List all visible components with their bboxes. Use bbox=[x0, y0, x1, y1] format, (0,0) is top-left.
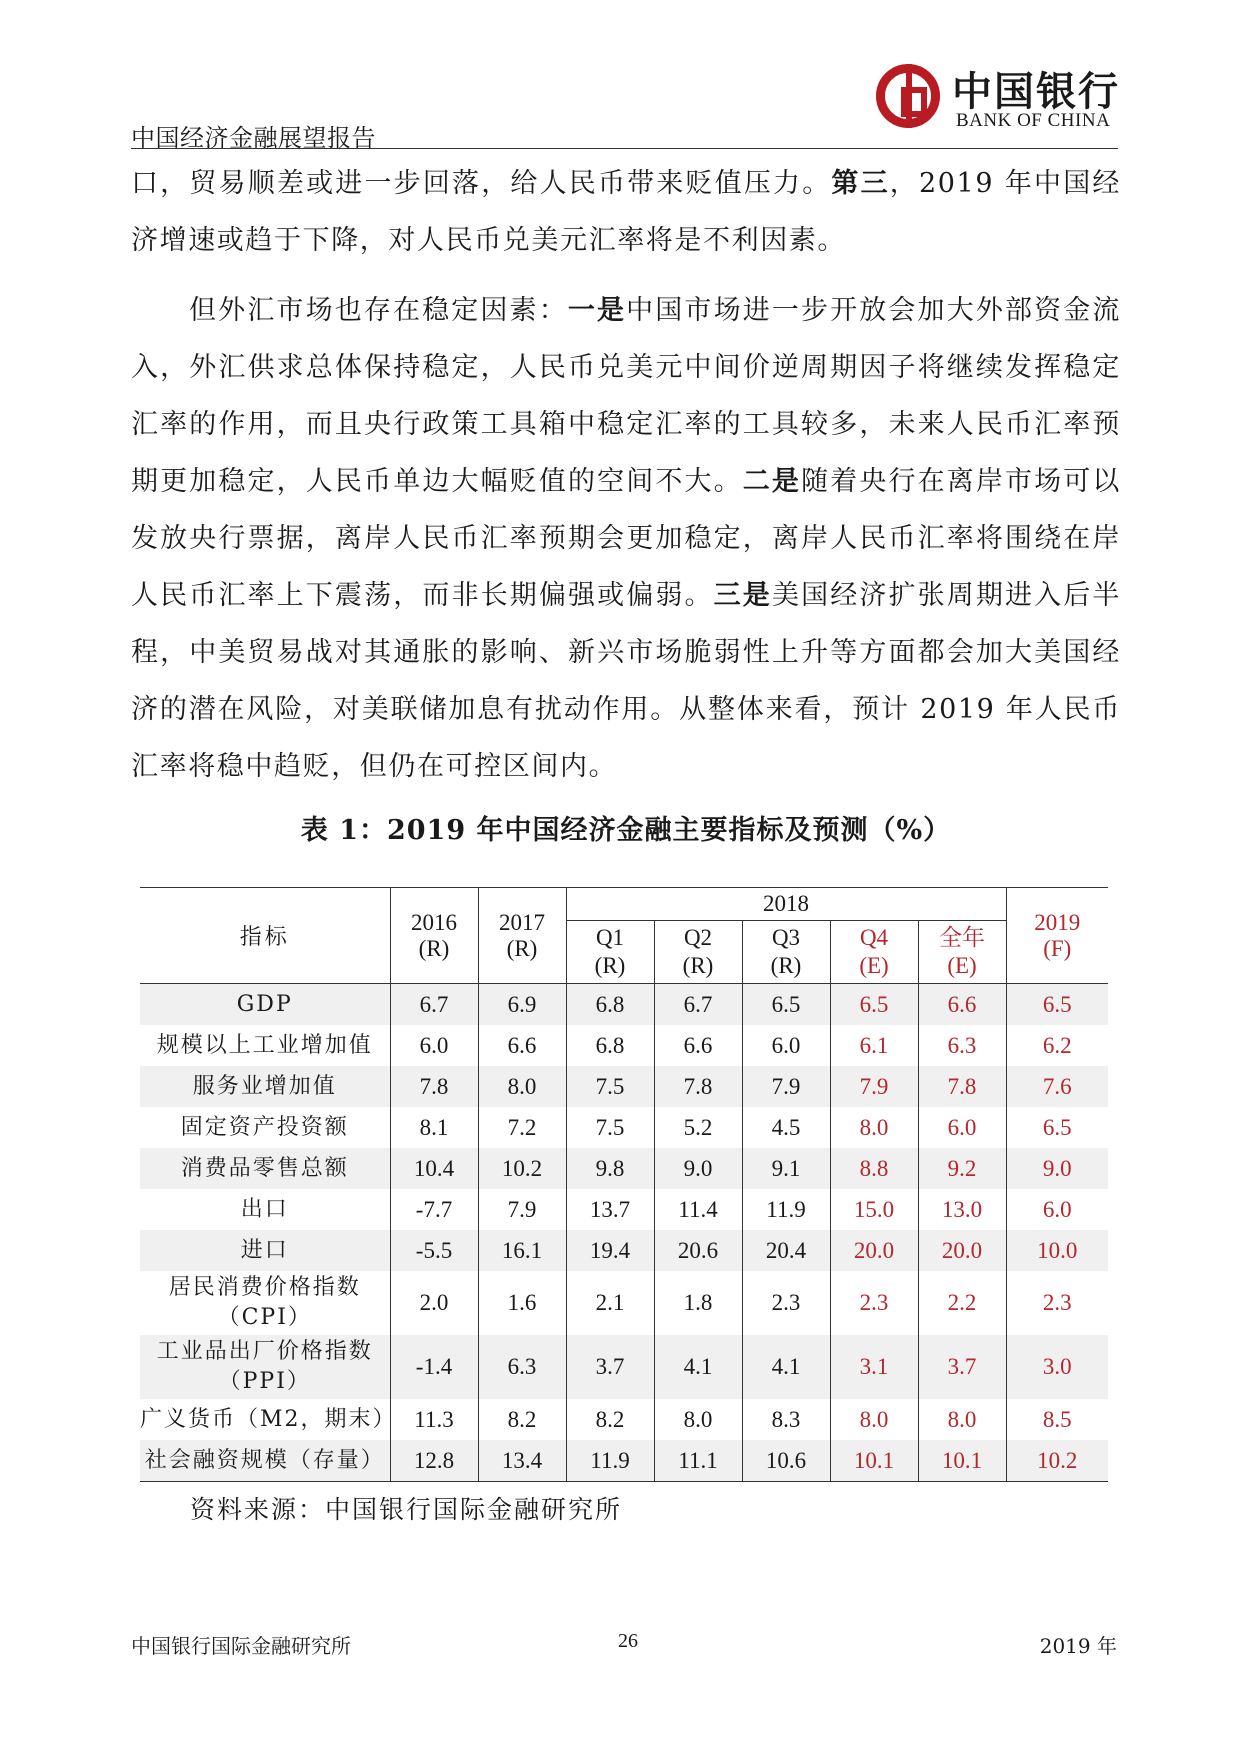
table-row bbox=[140, 1440, 1108, 1482]
table-row bbox=[140, 1066, 1108, 1107]
value-cell: 15.0 bbox=[830, 1189, 918, 1230]
value-cell: 6.5 bbox=[1006, 984, 1108, 1026]
header-2018: 2018 bbox=[566, 888, 1006, 921]
value-cell: 6.5 bbox=[830, 984, 918, 1026]
value-cell: 6.1 bbox=[830, 1025, 918, 1066]
value-cell: 8.2 bbox=[478, 1399, 566, 1440]
value-cell: 9.1 bbox=[742, 1148, 830, 1189]
value-cell: 4.1 bbox=[742, 1335, 830, 1399]
value-cell: 20.6 bbox=[654, 1230, 742, 1271]
value-cell: 10.2 bbox=[478, 1148, 566, 1189]
value-cell: 7.5 bbox=[566, 1066, 654, 1107]
value-cell: 4.1 bbox=[654, 1335, 742, 1399]
value-cell: 10.6 bbox=[742, 1440, 830, 1482]
logo-chinese-name: 中国银行 bbox=[952, 68, 1120, 115]
header-full-year: 全年 (E) bbox=[918, 921, 1006, 984]
value-cell: 1.8 bbox=[654, 1271, 742, 1335]
value-cell: 8.0 bbox=[830, 1399, 918, 1440]
value-cell: 6.5 bbox=[742, 984, 830, 1026]
value-cell: 6.0 bbox=[1006, 1189, 1108, 1230]
header-q2: Q2 (R) bbox=[654, 921, 742, 984]
indicator-name: GDP bbox=[140, 984, 390, 1026]
bank-logo bbox=[876, 58, 1120, 138]
footer-institute: 中国银行国际金融研究所 bbox=[131, 1634, 351, 1658]
header-q4: Q4 (E) bbox=[830, 921, 918, 984]
value-cell: 6.0 bbox=[390, 1025, 478, 1066]
value-cell: 13.4 bbox=[478, 1440, 566, 1482]
value-cell: 11.3 bbox=[390, 1399, 478, 1440]
indicator-name: 居民消费价格指数 （CPI） bbox=[168, 1275, 361, 1330]
header-2016: 2016 (R) bbox=[390, 888, 478, 984]
value-cell: 8.8 bbox=[830, 1148, 918, 1189]
table-row bbox=[140, 1148, 1108, 1189]
table-row bbox=[140, 984, 1108, 1026]
value-cell: 6.7 bbox=[654, 984, 742, 1026]
value-cell: 20.0 bbox=[830, 1230, 918, 1271]
paragraph-2: 但外汇市场也存在稳定因素：一是中国市场进一步开放会加大外部资金流入，外汇供求总体保持稳定，人民币兑美元中间价逆周期因子将继续发挥稳定汇率的作用，而且央行政策工具箱中稳定汇率的工具较多，未来人民币汇率预期更加稳定，人民币单边大幅贬值的空间不大。二是随着央行在离岸市场可以发放央行票据，离岸人民币汇率预期会更加稳定，离岸人民币汇率将围绕在岸人民币汇率上下震荡，而非长期偏强或偏弱。三是美国经济扩张周期进入后半程，中美贸易战对其通胀的影响、新兴市场脆弱性上升等方面都会加大美国经济的潜在风险，对美联储加息有扰动作用。从整体来看，预计 2019 年人民币汇率将稳中趋贬，但仍在可控区间内。 bbox=[131, 295, 1122, 782]
value-cell: 20.0 bbox=[918, 1230, 1006, 1271]
value-cell: 6.8 bbox=[566, 984, 654, 1026]
header-q3: Q3 (R) bbox=[742, 921, 830, 984]
value-cell: 2.3 bbox=[830, 1271, 918, 1335]
indicator-name: 社会融资规模（存量） bbox=[140, 1440, 390, 1482]
value-cell: 6.6 bbox=[654, 1025, 742, 1066]
value-cell: 6.5 bbox=[1006, 1107, 1108, 1148]
value-cell: 6.0 bbox=[918, 1107, 1006, 1148]
table-row bbox=[140, 1271, 1108, 1335]
table-body bbox=[140, 984, 1108, 1482]
value-cell: 8.5 bbox=[1006, 1399, 1108, 1440]
value-cell: 11.1 bbox=[654, 1440, 742, 1482]
value-cell: 12.8 bbox=[390, 1440, 478, 1482]
value-cell: 6.9 bbox=[478, 984, 566, 1026]
indicator-name: 广义货币（M2，期末） bbox=[140, 1406, 397, 1432]
indicator-name: 规模以上工业增加值 bbox=[156, 1032, 373, 1058]
value-cell: 2.2 bbox=[918, 1271, 1006, 1335]
header-2017: 2017 (R) bbox=[478, 888, 566, 984]
page-number: 26 bbox=[618, 1630, 638, 1652]
value-cell: 2.3 bbox=[742, 1271, 830, 1335]
value-cell: 1.6 bbox=[478, 1271, 566, 1335]
value-cell: 6.2 bbox=[1006, 1025, 1108, 1066]
table-row bbox=[140, 1189, 1108, 1230]
value-cell: 7.6 bbox=[1006, 1066, 1108, 1107]
value-cell: 11.9 bbox=[566, 1440, 654, 1482]
value-cell: 8.0 bbox=[654, 1399, 742, 1440]
value-cell: 10.0 bbox=[1006, 1230, 1108, 1271]
value-cell: 2.1 bbox=[566, 1271, 654, 1335]
value-cell: 6.0 bbox=[742, 1025, 830, 1066]
header-q1: Q1 (R) bbox=[566, 921, 654, 984]
header-2019: 2019 (F) bbox=[1006, 888, 1108, 984]
value-cell: 7.9 bbox=[830, 1066, 918, 1107]
table-row bbox=[140, 1107, 1108, 1148]
value-cell: 6.8 bbox=[566, 1025, 654, 1066]
value-cell: 3.1 bbox=[830, 1335, 918, 1399]
value-cell: 10.1 bbox=[830, 1440, 918, 1482]
table-source: 资料来源：中国银行国际金融研究所 bbox=[190, 1495, 623, 1524]
value-cell: 8.2 bbox=[566, 1399, 654, 1440]
value-cell: 7.2 bbox=[478, 1107, 566, 1148]
value-cell: 6.7 bbox=[390, 984, 478, 1026]
value-cell: 8.1 bbox=[390, 1107, 478, 1148]
table-row bbox=[140, 1399, 1108, 1440]
value-cell: 13.7 bbox=[566, 1189, 654, 1230]
indicator-name: 固定资产投资额 bbox=[180, 1114, 349, 1140]
indicator-name: 服务业增加值 bbox=[140, 1066, 390, 1107]
value-cell: 9.0 bbox=[654, 1148, 742, 1189]
value-cell: 7.9 bbox=[742, 1066, 830, 1107]
value-cell: 19.4 bbox=[566, 1230, 654, 1271]
indicators-table bbox=[140, 887, 1108, 1482]
value-cell: 8.0 bbox=[918, 1399, 1006, 1440]
value-cell: 7.8 bbox=[390, 1066, 478, 1107]
logo-english-name: BANK OF CHINA bbox=[956, 110, 1111, 131]
indicator-name: 工业品出厂价格指数 （PPI） bbox=[140, 1335, 390, 1399]
value-cell: 7.8 bbox=[918, 1066, 1006, 1107]
value-cell: 3.7 bbox=[918, 1335, 1006, 1399]
value-cell: 6.6 bbox=[918, 984, 1006, 1026]
value-cell: 10.2 bbox=[1006, 1440, 1108, 1482]
value-cell: 6.3 bbox=[478, 1335, 566, 1399]
value-cell: 10.4 bbox=[390, 1148, 478, 1189]
value-cell: 2.3 bbox=[1006, 1271, 1108, 1335]
value-cell: 13.0 bbox=[918, 1189, 1006, 1230]
value-cell: -1.4 bbox=[390, 1335, 478, 1399]
footer-year: 2019 年 bbox=[1039, 1634, 1117, 1658]
value-cell: 7.5 bbox=[566, 1107, 654, 1148]
value-cell: -7.7 bbox=[390, 1189, 478, 1230]
value-cell: 4.5 bbox=[742, 1107, 830, 1148]
report-title: 中国经济金融展望报告 bbox=[131, 124, 376, 152]
value-cell: 9.0 bbox=[1006, 1148, 1108, 1189]
value-cell: 6.3 bbox=[918, 1025, 1006, 1066]
indicator-name: 消费品零售总额 bbox=[140, 1148, 390, 1189]
bank-of-china-emblem-icon bbox=[876, 64, 940, 128]
value-cell: -5.5 bbox=[390, 1230, 478, 1271]
table-row bbox=[140, 1230, 1108, 1271]
table-row bbox=[140, 1335, 1108, 1399]
value-cell: 11.4 bbox=[654, 1189, 742, 1230]
value-cell: 9.8 bbox=[566, 1148, 654, 1189]
value-cell: 7.8 bbox=[654, 1066, 742, 1107]
value-cell: 8.3 bbox=[742, 1399, 830, 1440]
indicator-name: 进口 bbox=[140, 1230, 390, 1271]
value-cell: 10.1 bbox=[918, 1440, 1006, 1482]
value-cell: 6.6 bbox=[478, 1025, 566, 1066]
value-cell: 7.9 bbox=[478, 1189, 566, 1230]
value-cell: 8.0 bbox=[830, 1107, 918, 1148]
value-cell: 8.0 bbox=[478, 1066, 566, 1107]
value-cell: 5.2 bbox=[654, 1107, 742, 1148]
table-row bbox=[140, 1025, 1108, 1066]
value-cell: 3.0 bbox=[1006, 1335, 1108, 1399]
value-cell: 3.7 bbox=[566, 1335, 654, 1399]
header-indicator: 指标 bbox=[140, 888, 390, 984]
paragraph-1: 口，贸易顺差或进一步回落，给人民币带来贬值压力。第三，2019 年中国经济增速或趋于下降，对人民币兑美元汇率将是不利因素。 bbox=[131, 168, 1122, 256]
value-cell: 16.1 bbox=[478, 1230, 566, 1271]
value-cell: 20.4 bbox=[742, 1230, 830, 1271]
table-title: 表 1：2019 年中国经济金融主要指标及预测（%） bbox=[300, 815, 952, 846]
value-cell: 11.9 bbox=[742, 1189, 830, 1230]
header-divider bbox=[131, 148, 1118, 149]
indicator-name: 出口 bbox=[240, 1196, 289, 1222]
value-cell: 9.2 bbox=[918, 1148, 1006, 1189]
value-cell: 2.0 bbox=[390, 1271, 478, 1335]
